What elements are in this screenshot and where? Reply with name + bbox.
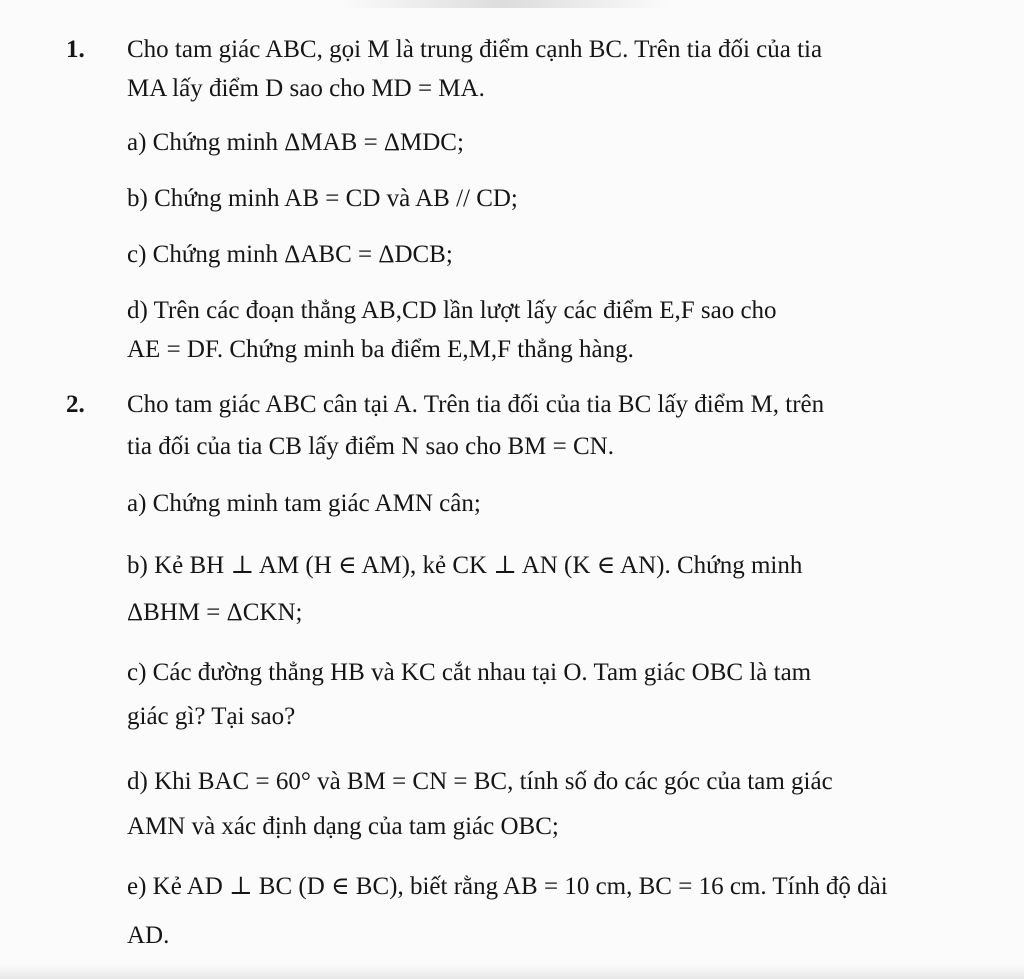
problem-2-part-b: b) Kẻ BH ⊥ AM (H ∈ AM), kẻ CK ⊥ AN (K ∈ AN). Chứng minh xyxy=(127,552,803,579)
page-bottom-shadow xyxy=(0,964,1024,979)
problem-1-part-a: a) Chứng minh ΔMAB = ΔMDC; xyxy=(127,129,464,156)
problem-2-number: 2. xyxy=(66,391,85,418)
problem-1-line-2: MA lấy điểm D sao cho MD = MA. xyxy=(127,75,485,102)
problem-2-part-e-continued: AD. xyxy=(127,922,170,949)
problem-1-part-d: d) Trên các đoạn thẳng AB,CD lần lượt lấy các điểm E,F sao cho xyxy=(127,297,777,324)
problem-2-part-d-continued: AMN và xác định dạng của tam giác OBC; xyxy=(127,813,559,840)
problem-1-number: 1. xyxy=(66,36,85,63)
problem-1-part-b: b) Chứng minh AB = CD và AB // CD; xyxy=(127,185,518,212)
problem-1-part-d-continued: AE = DF. Chứng minh ba điểm E,M,F thẳng hàng. xyxy=(127,336,634,363)
problem-2-part-e: e) Kẻ AD ⊥ BC (D ∈ BC), biết rằng AB = 10 cm, BC = 16 cm. Tính độ dài xyxy=(127,873,888,900)
problem-2-part-b-continued: ΔBHM = ΔCKN; xyxy=(127,599,303,626)
problem-2-part-c: c) Các đường thẳng HB và KC cắt nhau tại O. Tam giác OBC là tam xyxy=(127,659,812,686)
problem-2-part-d: d) Khi BAC = 60° và BM = CN = BC, tính số đo các góc của tam giác xyxy=(127,768,833,795)
problem-1-part-c: c) Chứng minh ΔABC = ΔDCB; xyxy=(127,241,453,268)
problem-2-line-2: tia đối của tia CB lấy điểm N sao cho BM = CN. xyxy=(127,433,614,460)
problem-2-part-a: a) Chứng minh tam giác AMN cân; xyxy=(127,490,481,517)
problem-2-line-1: Cho tam giác ABC cân tại A. Trên tia đối của tia BC lấy điểm M, trên xyxy=(127,391,825,418)
problem-1-line-1: Cho tam giác ABC, gọi M là trung điểm cạnh BC. Trên tia đối của tia xyxy=(127,36,823,63)
page-edge-shadow xyxy=(340,0,670,8)
problem-2-part-c-continued: giác gì? Tại sao? xyxy=(127,703,296,730)
